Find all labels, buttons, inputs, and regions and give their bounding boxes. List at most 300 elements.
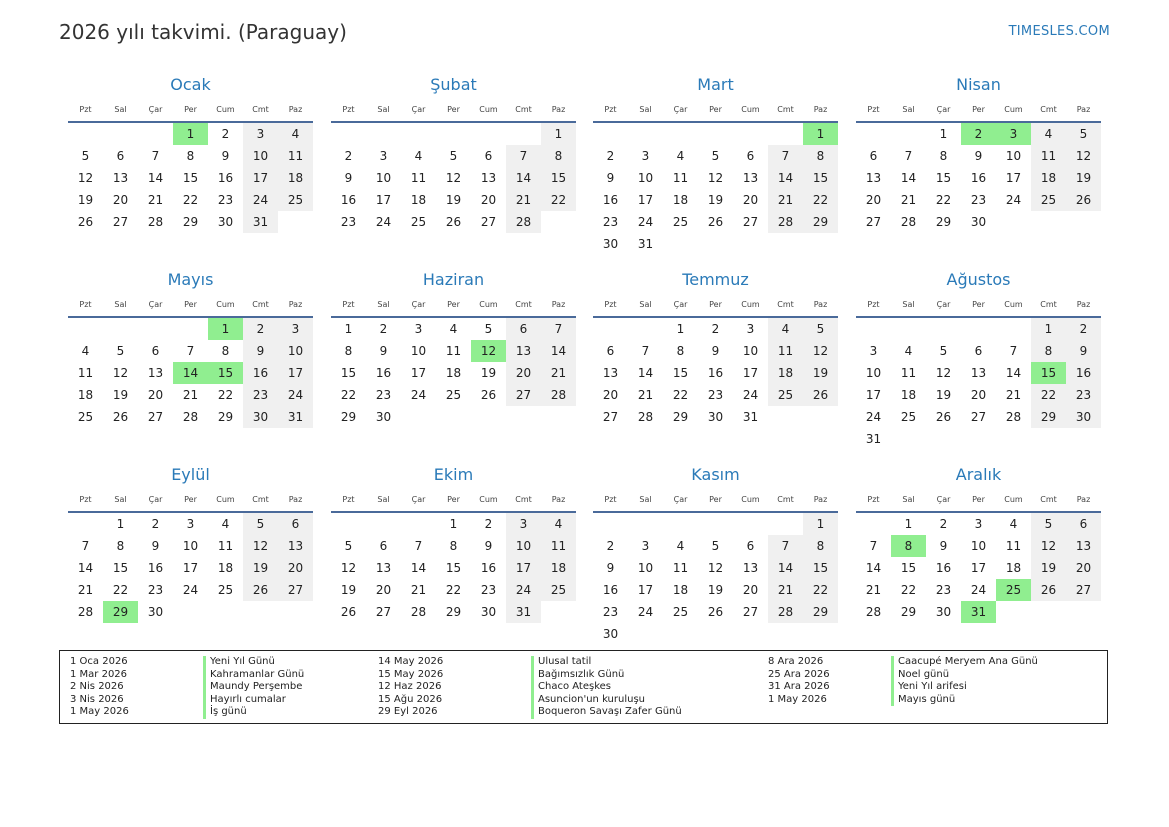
weekday-label: Cmt	[777, 495, 794, 504]
week-row	[593, 535, 838, 557]
day-cell: 18	[1031, 167, 1066, 189]
day-cell: 10	[375, 171, 392, 185]
week-row	[856, 513, 1101, 535]
month-name: Aralık	[955, 465, 1002, 484]
day-cell: 8	[939, 149, 948, 163]
day-cell: 7	[768, 145, 803, 167]
holiday-day-cell: 15	[1031, 362, 1066, 384]
week-row	[593, 233, 838, 255]
day-cell: 18	[410, 193, 427, 207]
day-cell: 11	[1005, 539, 1022, 553]
weekday-label: Sal	[902, 495, 915, 504]
day-cell: 4	[768, 318, 803, 340]
week-row	[856, 406, 1101, 428]
day-cell: 5	[939, 344, 948, 358]
weekday-label: Sal	[639, 300, 652, 309]
day-cell: 10	[278, 340, 313, 362]
legend-date-column	[378, 656, 443, 719]
week-row	[593, 362, 838, 384]
day-cell: 4	[904, 344, 913, 358]
empty-day-cell	[856, 513, 891, 535]
day-cell: 28	[182, 410, 199, 424]
day-cell: 13	[112, 171, 129, 185]
day-cell: 25	[278, 189, 313, 211]
day-cell: 27	[970, 410, 987, 424]
month-block	[856, 268, 1101, 450]
empty-day-cell	[663, 123, 698, 145]
day-cell: 11	[672, 561, 689, 575]
day-cell: 31	[506, 601, 541, 623]
day-cell: 12	[707, 171, 724, 185]
empty-day-cell	[593, 123, 628, 145]
day-cell: 24	[865, 410, 882, 424]
month-name: Kasım	[691, 465, 740, 484]
day-cell: 2	[221, 127, 230, 141]
day-cell: 5	[344, 539, 353, 553]
day-cell: 29	[217, 410, 234, 424]
day-cell: 17	[1005, 171, 1022, 185]
day-cell: 16	[217, 171, 234, 185]
day-cell: 5	[81, 149, 90, 163]
month-block	[331, 73, 576, 233]
month-name: Haziran	[422, 270, 485, 289]
legend-date: 15 Ağu 2026	[378, 693, 443, 705]
legend-name-column	[203, 656, 304, 719]
weekday-label: Per	[709, 495, 722, 504]
day-cell: 19	[480, 366, 497, 380]
holiday-day-cell: 29	[103, 601, 138, 623]
day-cell: 17	[506, 557, 541, 579]
day-cell: 16	[935, 561, 952, 575]
weekday-label: Cmt	[777, 105, 794, 114]
weekday-header	[593, 491, 838, 509]
day-cell: 8	[541, 145, 576, 167]
day-cell: 9	[974, 149, 983, 163]
day-cell: 28	[77, 605, 94, 619]
day-cell: 12	[1031, 535, 1066, 557]
day-cell: 19	[1066, 167, 1101, 189]
day-cell: 6	[506, 318, 541, 340]
day-cell: 8	[803, 145, 838, 167]
day-cell: 5	[803, 318, 838, 340]
empty-day-cell	[471, 123, 506, 145]
weekday-label: Pzt	[79, 495, 92, 504]
day-cell: 30	[217, 215, 234, 229]
page-title: 2026 yılı takvimi. (Paraguay)	[59, 20, 347, 44]
day-cell: 1	[449, 517, 458, 531]
week-row	[331, 362, 576, 384]
day-cell: 20	[1066, 557, 1101, 579]
day-cell: 23	[217, 193, 234, 207]
day-cell: 3	[641, 149, 650, 163]
week-row	[68, 557, 313, 579]
weekday-header	[68, 101, 313, 119]
day-cell: 15	[340, 366, 357, 380]
day-cell: 5	[243, 513, 278, 535]
day-cell: 26	[935, 410, 952, 424]
legend-date: 1 May 2026	[768, 693, 827, 705]
day-cell: 3	[974, 517, 983, 531]
empty-day-cell	[663, 513, 698, 535]
month-name: Şubat	[430, 75, 477, 94]
week-row	[593, 406, 838, 428]
day-cell: 2	[344, 149, 353, 163]
day-cell: 14	[541, 340, 576, 362]
empty-day-cell	[331, 123, 366, 145]
week-row	[68, 601, 313, 623]
day-cell: 20	[278, 557, 313, 579]
day-cell: 26	[1031, 579, 1066, 601]
day-cell: 10	[410, 344, 427, 358]
day-cell: 10	[1005, 149, 1022, 163]
legend-holiday-name: Chaco Ateşkes	[531, 681, 682, 694]
day-cell: 27	[112, 215, 129, 229]
weekday-label: Per	[709, 105, 722, 114]
legend-date: 2 Nis 2026	[70, 681, 124, 693]
holiday-day-cell: 31	[961, 601, 996, 623]
week-row	[68, 362, 313, 384]
day-cell: 3	[641, 539, 650, 553]
day-cell: 23	[243, 384, 278, 406]
day-cell: 29	[803, 601, 838, 623]
weekday-label: Per	[709, 300, 722, 309]
weekday-header	[331, 296, 576, 314]
day-cell: 7	[904, 149, 913, 163]
week-row	[68, 384, 313, 406]
day-cell: 30	[935, 605, 952, 619]
week-row	[856, 318, 1101, 340]
weekday-label: Cum	[741, 495, 760, 504]
day-cell: 19	[340, 583, 357, 597]
day-cell: 22	[803, 189, 838, 211]
weekday-header	[856, 101, 1101, 119]
week-row	[68, 340, 313, 362]
weekday-label: Cum	[479, 300, 498, 309]
week-row	[593, 211, 838, 233]
empty-day-cell	[733, 513, 768, 535]
weekday-label: Pzt	[342, 495, 355, 504]
day-cell: 22	[803, 579, 838, 601]
weekday-label: Per	[184, 300, 197, 309]
weekday-header	[856, 491, 1101, 509]
day-cell: 15	[541, 167, 576, 189]
weekday-label: Pzt	[604, 105, 617, 114]
day-cell: 18	[77, 388, 94, 402]
weekday-label: Çar	[148, 495, 163, 504]
day-cell: 18	[445, 366, 462, 380]
empty-day-cell	[331, 513, 366, 535]
weekday-label: Cmt	[1040, 105, 1057, 114]
weekday-label: Cmt	[515, 105, 532, 114]
day-cell: 17	[278, 362, 313, 384]
empty-day-cell	[593, 318, 628, 340]
weekday-label: Cum	[1004, 495, 1023, 504]
day-cell: 9	[221, 149, 230, 163]
day-cell: 28	[768, 601, 803, 623]
day-cell: 23	[340, 215, 357, 229]
day-cell: 21	[410, 583, 427, 597]
day-cell: 18	[217, 561, 234, 575]
month-block	[856, 73, 1101, 233]
month-block	[856, 463, 1101, 623]
weekday-label: Çar	[148, 300, 163, 309]
day-cell: 17	[375, 193, 392, 207]
day-cell: 9	[606, 171, 615, 185]
empty-day-cell	[996, 318, 1031, 340]
day-cell: 27	[865, 215, 882, 229]
day-cell: 1	[541, 123, 576, 145]
day-cell: 21	[865, 583, 882, 597]
day-cell: 16	[602, 193, 619, 207]
weekday-label: Cum	[216, 495, 235, 504]
day-cell: 11	[77, 366, 94, 380]
weekday-label: Pzt	[867, 300, 880, 309]
day-cell: 11	[217, 539, 234, 553]
day-cell: 2	[939, 517, 948, 531]
day-cell: 18	[541, 557, 576, 579]
day-cell: 13	[278, 535, 313, 557]
day-cell: 21	[541, 362, 576, 384]
empty-day-cell	[628, 513, 663, 535]
weekday-label: Per	[447, 105, 460, 114]
day-cell: 28	[147, 215, 164, 229]
legend-date: 25 Ara 2026	[768, 668, 830, 680]
day-cell: 28	[900, 215, 917, 229]
legend-holiday-name: Hayırlı cumalar	[203, 694, 304, 707]
week-row	[856, 123, 1101, 145]
day-cell: 11	[672, 171, 689, 185]
day-cell: 4	[676, 539, 685, 553]
day-cell: 29	[340, 410, 357, 424]
day-cell: 12	[243, 535, 278, 557]
weekday-label: Cum	[741, 105, 760, 114]
empty-day-cell	[891, 123, 926, 145]
day-cell: 3	[506, 513, 541, 535]
day-cell: 15	[112, 561, 129, 575]
day-cell: 8	[676, 344, 685, 358]
week-row	[856, 535, 1101, 557]
empty-day-cell	[68, 318, 103, 340]
day-cell: 16	[340, 193, 357, 207]
day-cell: 26	[1066, 189, 1101, 211]
legend-date: 1 May 2026	[70, 706, 129, 718]
day-cell: 23	[1066, 384, 1101, 406]
holiday-day-cell: 15	[208, 362, 243, 384]
empty-day-cell	[768, 513, 803, 535]
week-row	[68, 189, 313, 211]
legend-holiday-name: Noel günü	[891, 669, 1038, 682]
day-cell: 14	[77, 561, 94, 575]
day-cell: 14	[900, 171, 917, 185]
day-cell: 29	[445, 605, 462, 619]
day-cell: 6	[746, 539, 755, 553]
day-cell: 1	[344, 322, 353, 336]
week-row	[331, 579, 576, 601]
day-cell: 22	[541, 189, 576, 211]
day-cell: 27	[742, 605, 759, 619]
day-cell: 18	[672, 583, 689, 597]
month-name: Ağustos	[946, 270, 1011, 289]
day-cell: 8	[449, 539, 458, 553]
day-cell: 6	[116, 149, 125, 163]
day-cell: 9	[711, 344, 720, 358]
brand-link[interactable]: TIMESLES.COM	[1008, 24, 1110, 39]
day-cell: 6	[278, 513, 313, 535]
weekday-label: Paz	[1076, 300, 1091, 309]
day-cell: 31	[243, 211, 278, 233]
day-cell: 25	[1031, 189, 1066, 211]
day-cell: 29	[900, 605, 917, 619]
day-cell: 14	[410, 561, 427, 575]
week-row	[856, 211, 1101, 233]
empty-day-cell	[68, 123, 103, 145]
day-cell: 26	[112, 410, 129, 424]
weekday-label: Çar	[411, 300, 426, 309]
weekday-label: Çar	[673, 105, 688, 114]
weekday-label: Pzt	[79, 300, 92, 309]
day-cell: 28	[506, 211, 541, 233]
day-cell: 15	[803, 557, 838, 579]
holiday-day-cell: 3	[996, 123, 1031, 145]
day-cell: 13	[480, 171, 497, 185]
weekday-label: Cum	[479, 105, 498, 114]
week-row	[856, 557, 1101, 579]
day-cell: 12	[707, 561, 724, 575]
day-cell: 20	[375, 583, 392, 597]
day-cell: 21	[768, 579, 803, 601]
weekday-header	[68, 491, 313, 509]
day-cell: 7	[641, 344, 650, 358]
empty-day-cell	[173, 318, 208, 340]
legend-holiday-name: Mayıs günü	[891, 694, 1038, 707]
day-cell: 2	[243, 318, 278, 340]
weekday-header	[593, 296, 838, 314]
day-cell: 25	[217, 583, 234, 597]
day-cell: 21	[182, 388, 199, 402]
weekday-label: Per	[972, 300, 985, 309]
day-cell: 2	[606, 539, 615, 553]
day-cell: 19	[243, 557, 278, 579]
week-row	[856, 384, 1101, 406]
day-cell: 1	[116, 517, 125, 531]
day-cell: 13	[375, 561, 392, 575]
empty-day-cell	[436, 123, 471, 145]
day-cell: 11	[768, 340, 803, 362]
day-cell: 17	[410, 366, 427, 380]
day-cell: 25	[900, 410, 917, 424]
day-cell: 14	[637, 366, 654, 380]
day-cell: 4	[1031, 123, 1066, 145]
day-cell: 19	[112, 388, 129, 402]
day-cell: 27	[278, 579, 313, 601]
day-cell: 21	[637, 388, 654, 402]
weekday-label: Çar	[673, 495, 688, 504]
day-cell: 17	[637, 583, 654, 597]
week-row	[331, 340, 576, 362]
month-name: Eylül	[171, 465, 210, 484]
day-cell: 7	[186, 344, 195, 358]
day-cell: 6	[746, 149, 755, 163]
week-row	[331, 406, 576, 428]
day-cell: 6	[484, 149, 493, 163]
day-cell: 16	[480, 561, 497, 575]
day-cell: 26	[445, 215, 462, 229]
weekday-label: Sal	[114, 495, 127, 504]
legend-holiday-name: Boqueron Savaşı Zafer Günü	[531, 706, 682, 719]
day-cell: 9	[606, 561, 615, 575]
weekday-label: Çar	[936, 495, 951, 504]
weekday-label: Sal	[639, 495, 652, 504]
legend-holiday-name: Kahramanlar Günü	[203, 669, 304, 682]
day-cell: 25	[768, 384, 803, 406]
empty-day-cell	[733, 123, 768, 145]
weekday-label: Paz	[813, 105, 828, 114]
day-cell: 21	[506, 189, 541, 211]
day-cell: 17	[742, 366, 759, 380]
empty-day-cell	[891, 318, 926, 340]
day-cell: 19	[707, 583, 724, 597]
month-block	[68, 463, 313, 623]
month-block	[593, 268, 838, 428]
day-cell: 5	[484, 322, 493, 336]
week-row	[593, 513, 838, 535]
weekday-label: Pzt	[342, 105, 355, 114]
empty-day-cell	[68, 513, 103, 535]
week-row	[68, 123, 313, 145]
day-cell: 19	[77, 193, 94, 207]
week-row	[593, 145, 838, 167]
day-cell: 12	[803, 340, 838, 362]
day-cell: 5	[711, 149, 720, 163]
day-cell: 23	[480, 583, 497, 597]
month-block	[331, 463, 576, 623]
day-cell: 4	[278, 123, 313, 145]
holiday-day-cell: 2	[961, 123, 996, 145]
day-cell: 22	[217, 388, 234, 402]
weekday-label: Sal	[902, 105, 915, 114]
weekday-label: Sal	[114, 300, 127, 309]
legend-holiday-name: Maundy Perşembe	[203, 681, 304, 694]
day-cell: 11	[278, 145, 313, 167]
day-cell: 18	[278, 167, 313, 189]
day-cell: 25	[410, 215, 427, 229]
weekday-label: Per	[184, 105, 197, 114]
weekday-label: Paz	[551, 495, 566, 504]
day-cell: 23	[707, 388, 724, 402]
legend-date: 31 Ara 2026	[768, 681, 830, 693]
day-cell: 4	[541, 513, 576, 535]
week-row	[593, 123, 838, 145]
day-cell: 26	[480, 388, 497, 402]
day-cell: 27	[1066, 579, 1101, 601]
day-cell: 31	[865, 432, 882, 446]
week-row	[856, 579, 1101, 601]
day-cell: 31	[742, 410, 759, 424]
day-cell: 1	[904, 517, 913, 531]
day-cell: 2	[1066, 318, 1101, 340]
day-cell: 20	[506, 362, 541, 384]
day-cell: 3	[414, 322, 423, 336]
day-cell: 25	[672, 215, 689, 229]
holiday-day-cell: 8	[891, 535, 926, 557]
day-cell: 3	[869, 344, 878, 358]
day-cell: 14	[506, 167, 541, 189]
day-cell: 24	[637, 605, 654, 619]
week-row	[331, 384, 576, 406]
empty-day-cell	[961, 318, 996, 340]
week-row	[856, 189, 1101, 211]
day-cell: 2	[379, 322, 388, 336]
